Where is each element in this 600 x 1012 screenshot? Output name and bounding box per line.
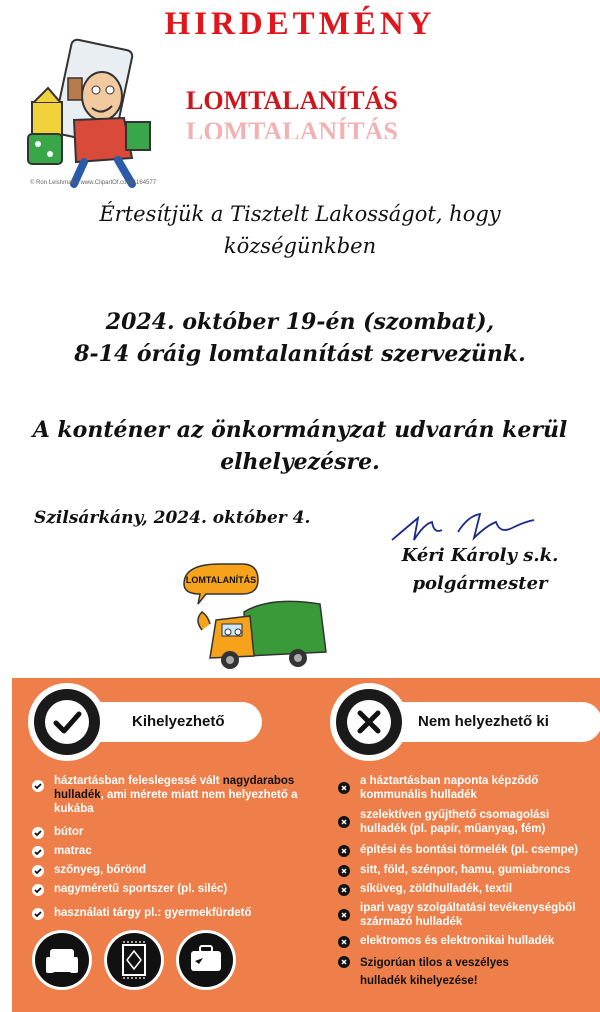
forbidden-warning-text: Szigorúan tilos a veszélyes hulladék kihelyezése! (360, 957, 509, 987)
rug-icon-badge (104, 930, 164, 990)
x-bullet-icon (338, 782, 350, 794)
date-paragraph (0, 306, 600, 370)
allowed-item-text: matrac (54, 845, 92, 857)
check-bullet-icon (32, 865, 44, 877)
forbidden-heading: Nem helyezhető ki (340, 702, 600, 742)
forbidden-item (338, 901, 588, 929)
allowed-item (32, 882, 227, 896)
date-line-2: 8-14 óráig lomtalanítást szervezünk. (74, 341, 526, 367)
intro-paragraph (0, 198, 600, 262)
forbidden-item (338, 808, 576, 836)
mayor-signature (388, 510, 538, 546)
x-bullet-icon (338, 936, 350, 948)
intro-line-2: községünkben (223, 234, 377, 258)
allowed-item-text: szőnyeg, bőrönd (54, 864, 146, 876)
mayor-name: Kéri Károly s.k. (401, 545, 559, 566)
allowed-heading: Kihelyezhető (52, 702, 262, 742)
forbidden-item-warning (338, 954, 538, 990)
allowed-item-text-end: , ami mérete miatt nem helyezhető a kukába (54, 789, 298, 815)
allowed-item-text: nagyméretű sportszer (pl. siléc) (54, 883, 228, 895)
forbidden-item (338, 863, 588, 877)
man-carrying-junk-illustration (14, 38, 174, 190)
date-line-1: 2024. október 19-én (szombat), (105, 309, 495, 335)
check-bullet-icon (32, 908, 44, 920)
armchair-icon-badge (32, 930, 92, 990)
suitcase-icon (179, 933, 233, 987)
forbidden-item-text: elektromos és elektronikai hulladék (360, 935, 555, 947)
notice-subtitle-reflection: LOMTALANÍTÁS (186, 117, 398, 139)
forbidden-item (338, 774, 576, 802)
garbage-truck-illustration (180, 560, 330, 672)
forbidden-item-text: építési és bontási törmelék (pl. csempe) (360, 844, 578, 856)
place-and-date: Szilsárkány, 2024. október 4. (34, 508, 311, 528)
notice-subtitle: LOMTALANÍTÁS (186, 86, 398, 115)
allowed-item (32, 774, 302, 816)
forbidden-item-text: síküveg, zöldhulladék, textil (360, 883, 513, 895)
allowed-item-text: háztartásban feleslegessé vált (54, 775, 223, 787)
clipart-credit: © Ron Leishman * www.ClipartOf.com/1164577 (30, 180, 157, 186)
x-bullet-icon (338, 956, 350, 968)
x-bullet-icon (338, 884, 350, 896)
check-bullet-icon (32, 780, 44, 792)
allowed-item-text: bútor (54, 826, 84, 838)
suitcase-icon-badge (176, 930, 236, 990)
container-line-2: elhelyezésre. (220, 449, 380, 475)
x-bullet-icon (338, 845, 350, 857)
check-bullet-icon (32, 827, 44, 839)
allowed-item-text: használati tárgy pl.: gyermekfürdető (54, 907, 252, 919)
forbidden-item (338, 934, 588, 948)
rules-panel (12, 678, 600, 1012)
armchair-icon (35, 933, 89, 987)
container-line-1: A konténer az önkormányzat udvarán kerül (32, 417, 568, 443)
x-bullet-icon (338, 909, 350, 921)
allowed-list (32, 678, 322, 938)
check-bullet-icon (32, 884, 44, 896)
forbidden-item (338, 843, 588, 857)
x-bullet-icon (338, 865, 350, 877)
truck-bubble-text: LOMTALANÍTÁS (185, 575, 257, 585)
mayor-title: polgármester (412, 573, 548, 594)
allowed-item (32, 825, 83, 839)
forbidden-item-text: szelektíven gyűjthető csomagolási hulladék (pl. papír, műanyag, fém) (360, 809, 550, 835)
intro-line-1: Értesítjük a Tisztelt Lakosságot, hogy (99, 202, 501, 226)
allowed-item (32, 863, 146, 877)
forbidden-item-text: ipari vagy szolgáltatási tevékenységből származó hulladék (360, 902, 576, 928)
notice-title: HIRDETMÉNY (164, 6, 436, 42)
allowed-item (32, 844, 92, 858)
mayor-signature-block (380, 542, 580, 598)
forbidden-item-text: a háztartásban naponta képződő kommunális hulladék (360, 775, 539, 801)
allowed-item-highlight: nagydarabos hulladék (54, 775, 295, 801)
forbidden-list (338, 678, 600, 1008)
rug-icon (107, 933, 161, 987)
forbidden-item-text: sitt, föld, szénpor, hamu, gumiabroncs (360, 864, 571, 876)
container-paragraph (0, 414, 600, 478)
x-bullet-icon (338, 816, 350, 828)
forbidden-item (338, 882, 588, 896)
allowed-item (32, 906, 251, 920)
check-bullet-icon (32, 846, 44, 858)
